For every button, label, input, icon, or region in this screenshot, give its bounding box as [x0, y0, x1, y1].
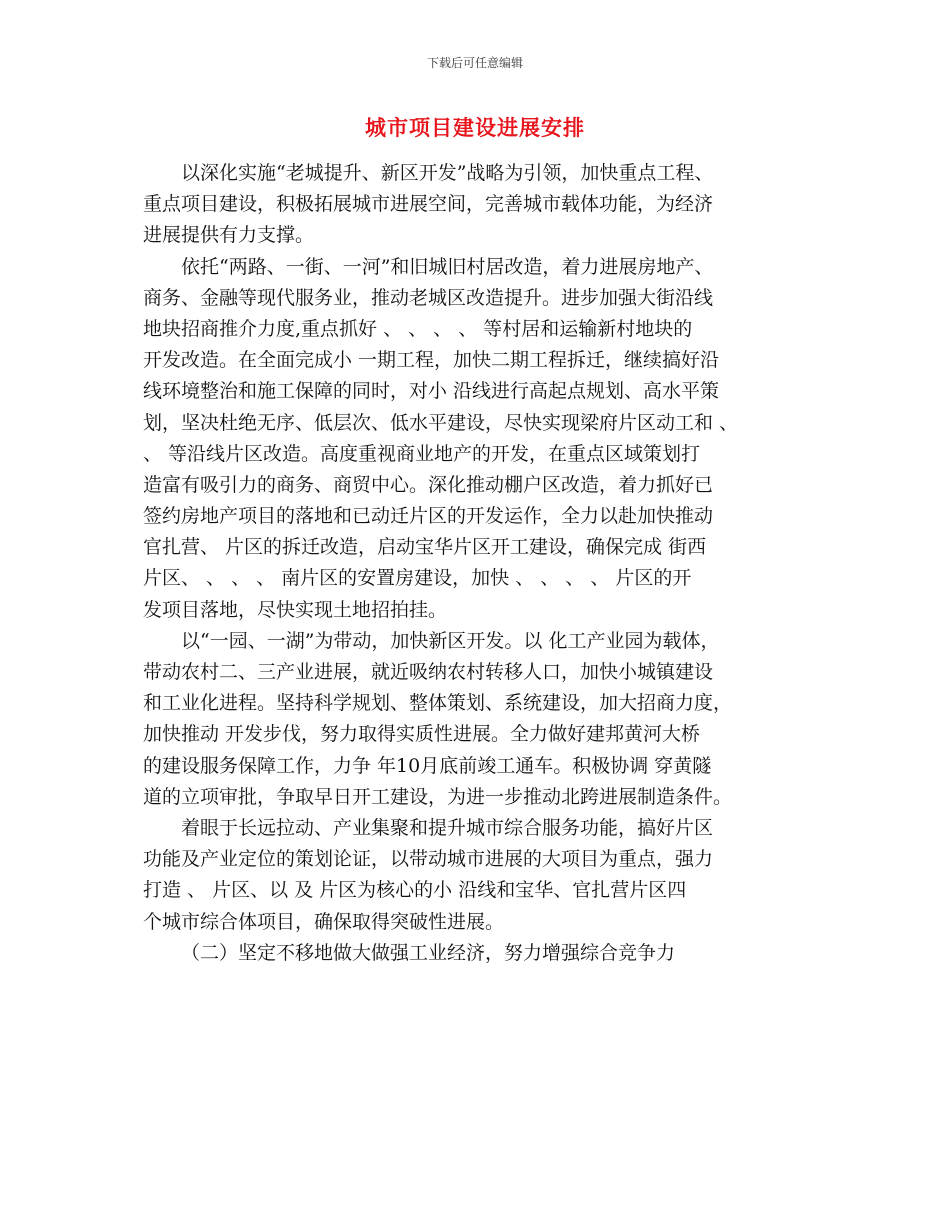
text-line: 着眼于长远拉动、产业集聚和提升城市综合服务功能，搞好片区	[181, 816, 714, 839]
text-line: 官扎营、 片区的拆迁改造，启动宝华片区开工建设，确保完成 街西	[143, 536, 707, 559]
text-line: 功能及产业定位的策划论证，以带动城市进展的大项目为重点，强力	[143, 848, 714, 871]
paragraph-4	[143, 813, 815, 938]
text-line: 发项目落地，尽快实现土地招拍挂。	[143, 598, 448, 621]
text-line: 依托“两路、一街、一河”和旧城旧村居改造，着力进展房地产、	[181, 255, 714, 278]
text-line: 片区、 、 、 、 南片区的安置房建设，加快 、 、 、 、 片区的开	[143, 567, 692, 590]
text-line: 个城市综合体项目，确保取得突破性进展。	[143, 910, 505, 933]
paragraph-3	[143, 626, 815, 813]
text-line: 造富有吸引力的商务、商贸中心。深化推动棚户区改造，着力抓好已	[143, 473, 714, 496]
paragraph-1	[143, 158, 815, 252]
text-line: 打造 、 片区、以 及 片区为核心的小 沿线和宝华、官扎营片区四	[143, 879, 687, 902]
text-line: 以“一园、一湖”为带动，加快新区开发。以 化工产业园为载体，	[181, 629, 720, 652]
document-body	[143, 158, 815, 969]
text-line: 加快推动 开发步伐，努力取得实质性进展。全力做好建邦黄河大桥	[143, 723, 701, 746]
text-line: 重点项目建设，积极拓展城市进展空间，完善城市载体功能，为经济	[143, 193, 714, 216]
text-line: （二）坚定不移地做大做强工业经济，努力增强综合竞争力	[181, 941, 676, 964]
document-title: 城市项目建设进展安排	[365, 115, 585, 140]
paragraph-2	[143, 252, 815, 626]
text-line: 地块招商推介力度,重点抓好 、 、 、 、 等村居和运输新村地块的	[143, 317, 693, 340]
text-line: 划，坚决杜绝无序、低层次、低水平建设，尽快实现梁府片区动工和 、	[143, 411, 739, 434]
text-line: 签约房地产项目的落地和已动迁片区的开发运作，全力以赴加快推动	[143, 505, 714, 528]
text-line: 的建设服务保障工作，力争 年10月底前竣工通车。积极协调 穿黄隧	[143, 754, 712, 777]
text-line: 线环境整治和施工保障的同时，对小 沿线进行高起点规划、高水平策	[143, 380, 720, 403]
text-line: 商务、金融等现代服务业，推动老城区改造提升。进步加强大街沿线	[143, 286, 714, 309]
text-line: 道的立项审批，争取早日开工建设，为进一步推动北跨进展制造条件。	[143, 785, 733, 808]
text-line: 带动农村二、三产业进展，就近吸纳农村转移人口，加快小城镇建设	[143, 661, 714, 683]
text-line: 进展提供有力支撑。	[143, 224, 315, 247]
text-line: 、 等沿线片区改造。高度重视商业地产的开发，在重点区域策划打	[143, 442, 701, 465]
header-note: 下载后可任意编辑	[426, 56, 523, 70]
text-line: 以深化实施“老城提升、新区开发”战略为引领，加快重点工程、	[181, 162, 714, 184]
section-heading	[143, 938, 815, 969]
text-line: 和工业化进程。坚持科学规划、整体策划、系统建设，加大招商力度，	[143, 692, 733, 715]
text-line: 开发改造。在全面完成小 一期工程，加快二期工程拆迁，继续搞好沿	[143, 349, 720, 372]
